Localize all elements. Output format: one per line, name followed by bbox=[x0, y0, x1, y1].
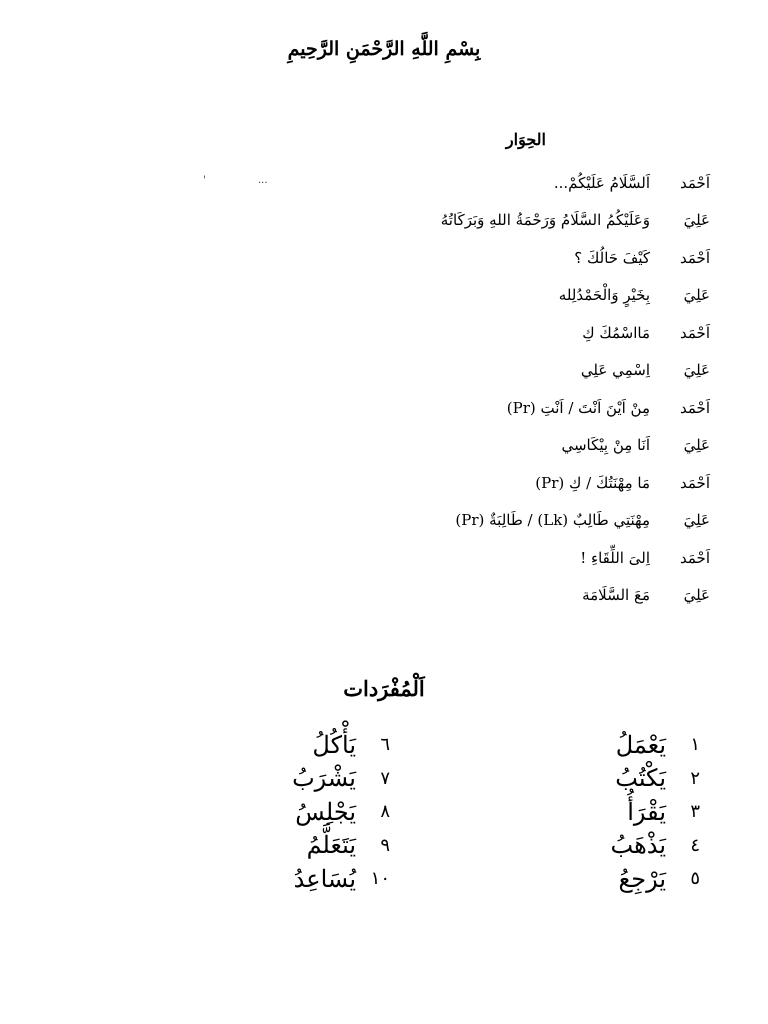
vocab-item bbox=[270, 728, 390, 762]
vocab-word: يَأْكُلُ bbox=[312, 730, 356, 759]
vocab-word: يَجْلِسُ bbox=[295, 797, 356, 826]
vocab-number: ٧ bbox=[380, 767, 390, 789]
speaker-name: عَلِيَ bbox=[683, 436, 710, 455]
dialog-utterance: كَيْفَ حَالُكَ ؟ bbox=[574, 248, 650, 267]
dialog-utterance: اِلىَ اللِّقَاءِ ! bbox=[580, 548, 650, 567]
dialog-utterance: اَلسَّلَامُ عَلَيْكُمْ... bbox=[553, 173, 650, 192]
dialog-line bbox=[190, 539, 710, 577]
stray-comma: ' bbox=[203, 175, 206, 186]
speaker-name: اَحْمَد bbox=[680, 398, 710, 417]
stray-dots: ... bbox=[258, 175, 268, 186]
vocab-word: يَقْرَأُ bbox=[627, 797, 666, 826]
vocab-number: ٦ bbox=[380, 734, 390, 756]
dialog-utterance: اَنَا مِنْ بِيْكَاسِي bbox=[561, 436, 650, 455]
vocab-number: ١ bbox=[690, 734, 700, 756]
vocab-number: ١٠ bbox=[370, 868, 390, 890]
dialog-utterance: بِخَيْرٍ وَالْحَمْدُلِله bbox=[558, 286, 650, 305]
vocab-item bbox=[270, 862, 390, 896]
vocab-column-right bbox=[580, 728, 700, 896]
dialog-utterance: مَا مِهْنَتُكَ / كِ (Pr) bbox=[535, 473, 650, 492]
speaker-name: اَحْمَد bbox=[680, 248, 710, 267]
vocab-word: يُسَاعِدُ bbox=[293, 864, 356, 893]
dialog-utterance: مِنْ اَيْنَ اَنْتَ / اَنْتِ (Pr) bbox=[506, 398, 650, 417]
dialog-line bbox=[190, 314, 710, 352]
vocab-number: ٨ bbox=[380, 801, 390, 823]
dialog-heading: الحِوَار bbox=[505, 130, 546, 149]
dialog-line bbox=[190, 352, 710, 390]
vocab-number: ٥ bbox=[690, 868, 700, 890]
speaker-name: عَلِيَ bbox=[683, 361, 710, 380]
vocab-number: ٤ bbox=[690, 834, 700, 856]
dialog-line bbox=[190, 202, 710, 240]
dialog-utterance: وَعَلَيْكُمُ السَّلَامُ وَرَحْمَةُ اللهِ وَبَرَكَاتُهُ bbox=[440, 211, 650, 230]
speaker-name: اَحْمَد bbox=[680, 173, 710, 192]
speaker-name: عَلِيَ bbox=[683, 211, 710, 230]
dialog-line bbox=[190, 389, 710, 427]
vocab-word: يَذْهَبُ bbox=[610, 831, 666, 860]
dialog-section bbox=[190, 164, 710, 614]
dialog-line bbox=[190, 239, 710, 277]
vocab-number: ٢ bbox=[690, 767, 700, 789]
speaker-name: اَحْمَد bbox=[680, 473, 710, 492]
vocab-heading: اَلْمُفْرَدات bbox=[343, 676, 425, 701]
vocab-number: ٣ bbox=[690, 801, 700, 823]
vocab-word: يَكْتُبُ bbox=[615, 764, 666, 793]
speaker-name: عَلِيَ bbox=[683, 286, 710, 305]
dialog-utterance: مَعَ السَّلَامَة bbox=[582, 586, 650, 605]
vocab-item bbox=[580, 728, 700, 762]
vocab-word: يَعْمَلُ bbox=[615, 730, 666, 759]
speaker-name: اَحْمَد bbox=[680, 548, 710, 567]
dialog-utterance: مِهْنَتِي طَالِبٌ (Lk) / طَالِبَةٌ (Pr) bbox=[455, 511, 650, 530]
speaker-name: عَلِيَ bbox=[683, 511, 710, 530]
dialog-line bbox=[190, 464, 710, 502]
vocab-word: يَشْرَبُ bbox=[292, 764, 356, 793]
vocab-column-left bbox=[270, 728, 390, 896]
vocab-number: ٩ bbox=[380, 834, 390, 856]
dialog-line bbox=[190, 164, 710, 202]
dialog-line bbox=[190, 277, 710, 315]
dialog-line bbox=[190, 577, 710, 615]
vocab-item bbox=[270, 829, 390, 863]
vocab-item bbox=[270, 795, 390, 829]
vocab-item bbox=[580, 829, 700, 863]
vocab-item bbox=[580, 762, 700, 796]
speaker-name: عَلِيَ bbox=[683, 586, 710, 605]
basmala-heading: بِسْمِ اللَّهِ الرَّحْمَنِ الرَّحِيمِ bbox=[287, 38, 481, 60]
dialog-line bbox=[190, 427, 710, 465]
vocab-item bbox=[270, 762, 390, 796]
dialog-utterance: مَااسْمُكَ كِ bbox=[582, 323, 650, 342]
vocab-item bbox=[580, 862, 700, 896]
vocab-item bbox=[580, 795, 700, 829]
vocab-word: يَتَعَلَّمُ bbox=[306, 831, 356, 860]
speaker-name: اَحْمَد bbox=[680, 323, 710, 342]
vocab-word: يَرْجِعُ bbox=[618, 864, 666, 893]
dialog-utterance: اِسْمِي عَلِي bbox=[580, 361, 650, 380]
dialog-line bbox=[190, 502, 710, 540]
